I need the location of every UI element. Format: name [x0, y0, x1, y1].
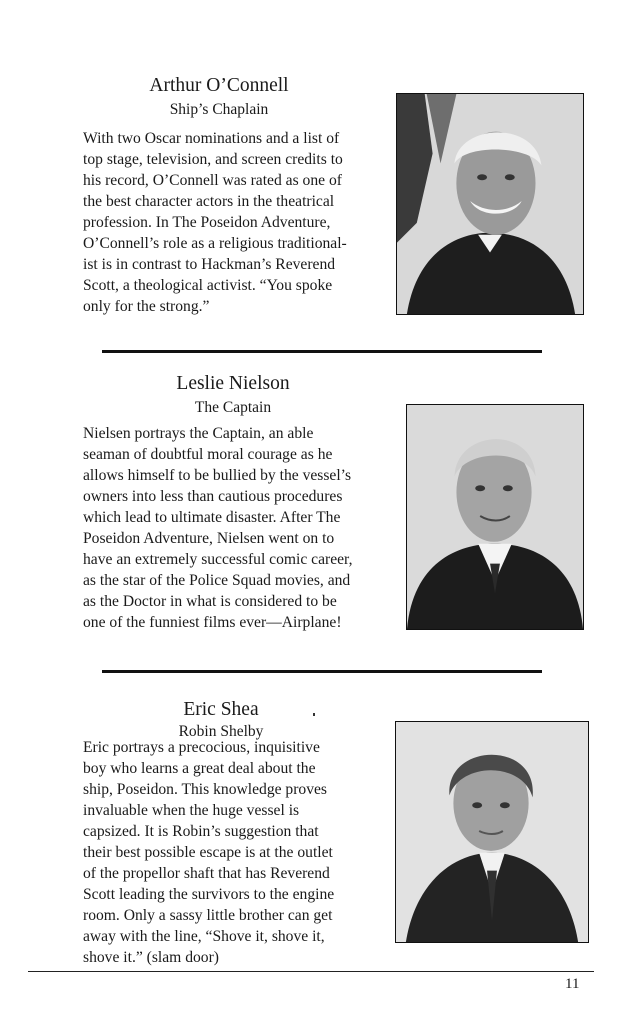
- bio-line: allows himself to be bullied by the vessel’s: [83, 467, 352, 484]
- actor-name: Arthur O’Connell: [149, 75, 289, 96]
- bio-line: as the star of the Police Squad movies, and: [83, 572, 351, 589]
- bio-line: O’Connell’s role as a religious traditional-: [83, 235, 347, 252]
- portrait-photo-icon: [396, 722, 588, 942]
- bio-line: capsized. It is Robin’s suggestion that: [83, 823, 319, 840]
- character-role: The Captain: [194, 399, 272, 416]
- bio-line: as the Doctor in what is considered to be: [83, 593, 337, 610]
- bio-line: invaluable when the huge vessel is: [83, 802, 300, 819]
- actor-bio: [83, 423, 401, 633]
- page-number: 11: [565, 976, 580, 992]
- bio-line: boy who learns a great deal about the: [83, 760, 316, 777]
- bio-line: Scott leading the survivors to the engine: [83, 886, 335, 903]
- bio-line: Eric portrays a precocious, inquisitive: [83, 739, 320, 756]
- bio-line: the best character actors in the theatrical: [83, 193, 335, 210]
- bio-line: his record, O’Connell was rated as one of: [83, 172, 342, 189]
- bio-line: which lead to ultimate disaster. After The: [83, 509, 341, 526]
- bio-line: one of the funniest films ever—Airplane!: [83, 614, 342, 631]
- bio-line: have an extremely successful comic career,: [83, 551, 353, 568]
- bio-line: ist is in contrast to Hackman’s Reverend: [83, 256, 336, 273]
- stray-mark: [313, 713, 315, 716]
- section-divider: [102, 670, 542, 673]
- bio-line: profession. In The Poseidon Adventure,: [83, 214, 331, 231]
- bio-line: Poseidon Adventure, Nielsen went on to: [83, 530, 335, 547]
- character-role: Ship’s Chaplain: [169, 101, 269, 118]
- bio-line: seaman of doubtful moral courage as he: [83, 446, 333, 463]
- bio-line: Scott, a theological activist. “You spoke: [83, 277, 333, 294]
- actor-name: Leslie Nielson: [176, 373, 290, 394]
- bio-line: room. Only a sassy little brother can get: [83, 907, 333, 924]
- actor-photo: [396, 93, 584, 315]
- actor-bio: [83, 737, 383, 968]
- bio-line: shove it.” (slam door): [83, 949, 219, 966]
- bio-line: only for the strong.”: [83, 298, 210, 315]
- bio-line: of the propellor shaft that has Reverend: [83, 865, 330, 882]
- actor-photo: [395, 721, 589, 943]
- footer-divider: [28, 971, 594, 972]
- actor-bio: [83, 128, 395, 317]
- bio-line: their best possible escape is at the outlet: [83, 844, 333, 861]
- portrait-photo-icon: [397, 94, 583, 314]
- bio-line: Nielsen portrays the Captain, an able: [83, 425, 314, 442]
- actor-name: Eric Shea: [183, 699, 259, 720]
- character-role: Robin Shelby: [178, 723, 264, 740]
- section-divider: [102, 350, 542, 353]
- bio-line: With two Oscar nominations and a list of: [83, 130, 340, 147]
- bio-line: away with the line, “Shove it, shove it,: [83, 928, 325, 945]
- portrait-photo-icon: [407, 405, 583, 629]
- bio-line: owners into less than cautious procedures: [83, 488, 343, 505]
- actor-photo: [406, 404, 584, 630]
- bio-line: ship, Poseidon. This knowledge proves: [83, 781, 328, 798]
- bio-line: top stage, television, and screen credits to: [83, 151, 343, 168]
